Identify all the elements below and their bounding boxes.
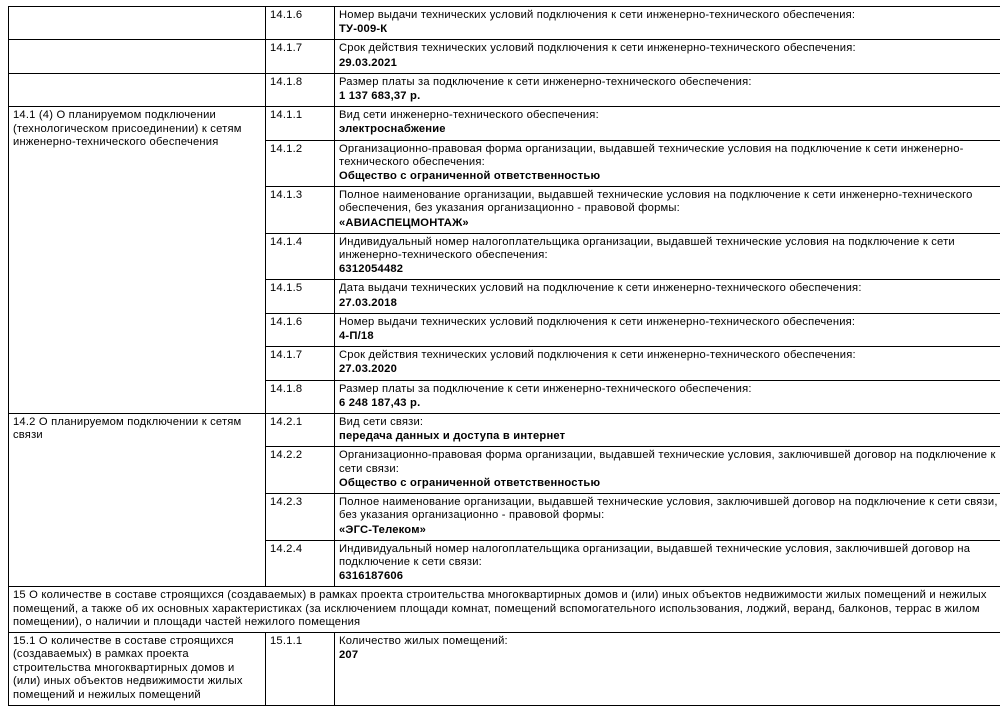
field-label: Индивидуальный номер налогоплательщика организации, выдавшей технические условия, заключившей договор на подключение к сети связи: xyxy=(339,542,971,568)
content-cell xyxy=(335,187,1000,234)
code-cell: 14.1.2 xyxy=(266,140,335,187)
field-value: «АВИАСПЕЦМОНТАЖ» xyxy=(339,216,469,229)
code-cell: 14.2.3 xyxy=(266,494,335,541)
content-cell xyxy=(335,7,1000,40)
section-cell xyxy=(9,107,266,414)
field-value: Общество с ограниченной ответственностью xyxy=(339,476,601,489)
content-cell xyxy=(335,380,1000,413)
code-cell: 14.1.5 xyxy=(266,280,335,313)
code-cell: 14.1.8 xyxy=(266,380,335,413)
content-cell xyxy=(335,414,1000,447)
field-label: Дата выдачи технических условий на подключение к сети инженерно-технического обеспечения: xyxy=(339,282,862,295)
field-value: 1 137 683,37 р. xyxy=(339,90,421,103)
content-cell xyxy=(335,313,1000,346)
field-label: Размер платы за подключение к сети инженерно-технического обеспечения: xyxy=(339,382,752,395)
field-label: Полное наименование организации, выдавшей технические условия, заключившей договор на подключение к сети связи, без указания организационно - правовой формы: xyxy=(339,496,998,522)
section-label: 15.1 О количестве в составе строящихся (создаваемых) в рамках проекта строительства многоквартирных домов и (или) иных объектов недвижимости жилых помещений и нежилых помещений xyxy=(13,634,243,701)
field-label: Номер выдачи технических условий подключения к сети инженерно-технического обеспечения: xyxy=(339,315,856,328)
field-value: 27.03.2020 xyxy=(339,363,397,376)
field-label: Количество жилых помещений: xyxy=(339,634,508,647)
field-label: Организационно-правовая форма организации, выдавшей технические условия, заключившей договор на подключение к сети связи: xyxy=(339,449,996,475)
section-cell xyxy=(9,40,266,73)
code-cell: 14.2.1 xyxy=(266,414,335,447)
field-value: 207 xyxy=(339,649,359,662)
field-value: ТУ-009-К xyxy=(339,23,388,36)
section-cell xyxy=(9,632,266,705)
field-value: передача данных и доступа в интернет xyxy=(339,430,566,443)
section-cell xyxy=(9,7,266,40)
content-cell xyxy=(335,40,1000,73)
code-cell: 14.1.6 xyxy=(266,7,335,40)
field-label: Вид сети связи: xyxy=(339,416,424,429)
field-value: 6316187606 xyxy=(339,570,404,583)
section-label: 14.1 (4) О планируемом подключении (технологическом присоединении) к сетям инженерно-технического обеспечения xyxy=(13,109,242,149)
code-cell: 14.2.2 xyxy=(266,447,335,494)
code-cell: 15.1.1 xyxy=(266,632,335,705)
code-cell: 14.1.6 xyxy=(266,313,335,346)
field-value: «ЭГС-Телеком» xyxy=(339,523,427,536)
table-row xyxy=(9,632,1000,705)
content-cell xyxy=(335,280,1000,313)
table-row xyxy=(9,7,1000,40)
content-cell xyxy=(335,107,1000,140)
content-cell xyxy=(335,233,1000,280)
content-cell xyxy=(335,632,1000,705)
field-value: 6 248 187,43 р. xyxy=(339,396,421,409)
code-cell: 14.2.4 xyxy=(266,540,335,587)
content-cell xyxy=(335,540,1000,587)
field-value: 27.03.2018 xyxy=(339,296,397,309)
field-label: Индивидуальный номер налогоплательщика организации, выдавшей технические условия на подключение к сети инженерно-технического обеспечения: xyxy=(339,235,955,262)
field-value: 6312054482 xyxy=(339,263,404,276)
content-cell xyxy=(335,494,1000,541)
code-cell: 14.1.8 xyxy=(266,73,335,106)
code-cell: 14.1.4 xyxy=(266,233,335,280)
field-label: Размер платы за подключение к сети инженерно-технического обеспечения: xyxy=(339,75,752,88)
table-row xyxy=(9,587,1000,633)
table-row xyxy=(9,40,1000,73)
table-row xyxy=(9,107,1000,140)
table-row xyxy=(9,73,1000,106)
code-cell: 14.1.3 xyxy=(266,187,335,234)
field-value: 29.03.2021 xyxy=(339,56,397,69)
field-label: Номер выдачи технических условий подключения к сети инженерно-технического обеспечения: xyxy=(339,9,856,21)
field-label: Срок действия технических условий подключения к сети инженерно-технического обеспечения: xyxy=(339,42,856,55)
content-cell xyxy=(335,140,1000,187)
section-cell xyxy=(9,414,266,587)
field-label: Полное наименование организации, выдавшей технические условия на подключение к сети инженерно-технического обеспечения, без указания организационно - правовой формы: xyxy=(339,189,973,215)
field-value: Общество с ограниченной ответственностью xyxy=(339,170,601,183)
field-value: 4-П/18 xyxy=(339,330,374,343)
content-cell xyxy=(335,447,1000,494)
table-row xyxy=(9,414,1000,447)
section-15-header: 15 О количестве в составе строящихся (создаваемых) в рамках проекта строительства многоквартирных домов и (или) иных объектов недвижимости жилых помещений и нежилых помещений, а также об их основных характеристиках (за исключением площади комнат, помещений вспомогательного использования, лоджий, веранд, балконов, террас в жилом помещении), о наличии и площади частей нежилого помещения xyxy=(9,587,1000,633)
field-label: Срок действия технических условий подключения к сети инженерно-технического обеспечения: xyxy=(339,349,856,362)
section-cell xyxy=(9,73,266,106)
section-label: 14.2 О планируемом подключении к сетям связи xyxy=(13,416,242,442)
content-cell xyxy=(335,347,1000,380)
declaration-table xyxy=(8,6,1000,706)
field-label: Организационно-правовая форма организации, выдавшей технические условия на подключение к сети инженерно-технического обеспечения: xyxy=(339,142,964,168)
content-cell xyxy=(335,73,1000,106)
field-label: Вид сети инженерно-технического обеспечения: xyxy=(339,109,599,122)
code-cell: 14.1.7 xyxy=(266,40,335,73)
code-cell: 14.1.1 xyxy=(266,107,335,140)
field-value: электроснабжение xyxy=(339,123,446,136)
code-cell: 14.1.7 xyxy=(266,347,335,380)
